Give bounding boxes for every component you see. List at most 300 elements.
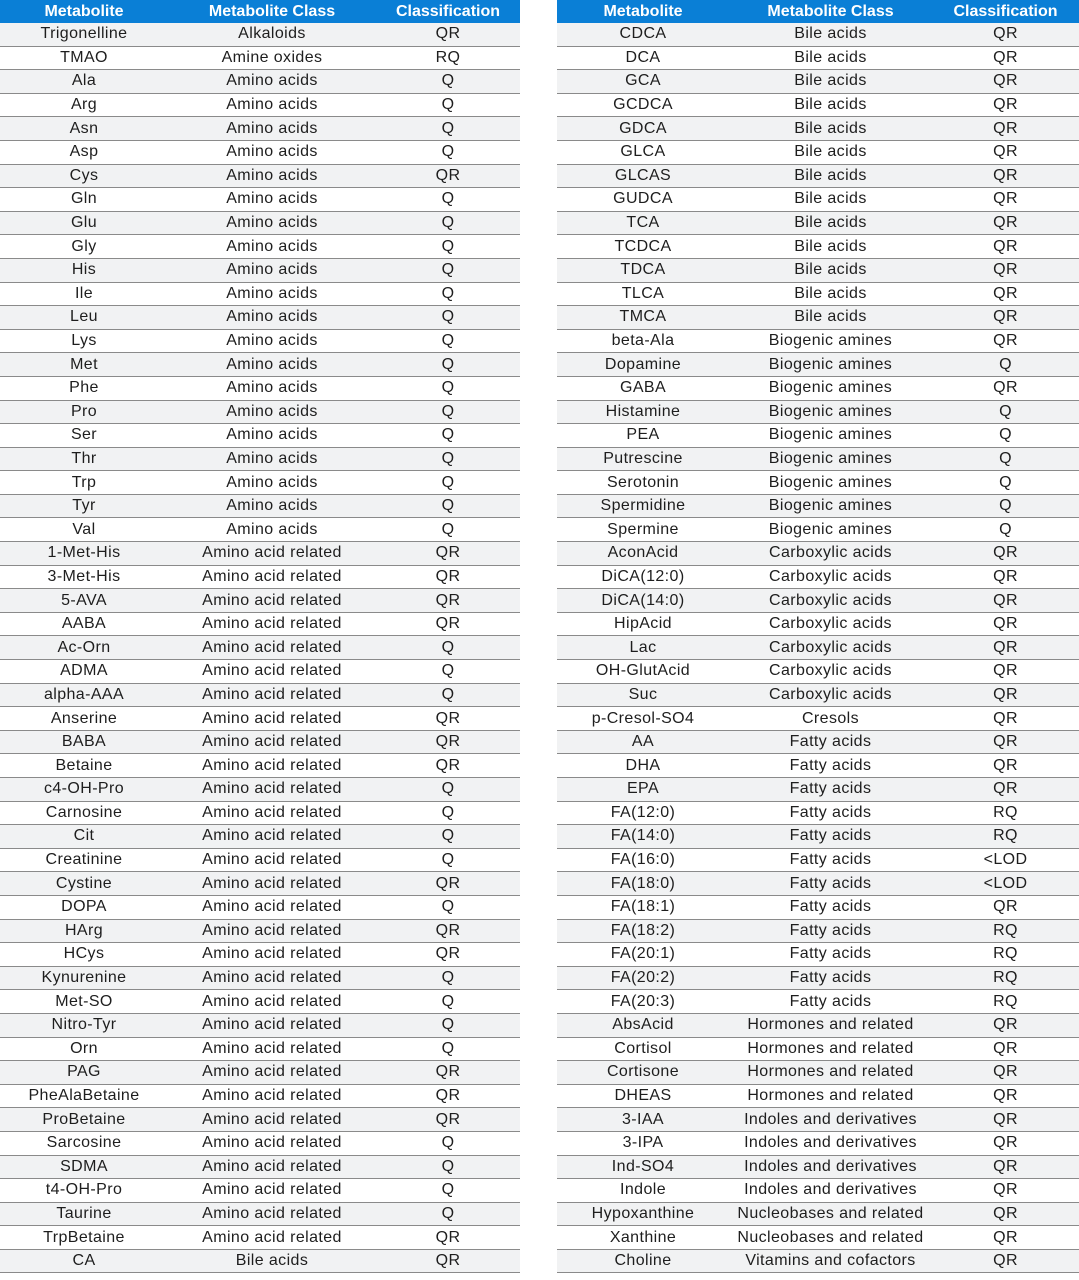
metabolite-class-cell: Bile acids	[729, 93, 932, 117]
table-row	[0, 778, 520, 802]
classification-cell: RQ	[932, 919, 1079, 943]
classification-cell: <LOD	[932, 848, 1079, 872]
classification-cell: QR	[376, 23, 520, 46]
metabolite-cell: CA	[0, 1249, 168, 1273]
metabolite-cell: 3-IPA	[557, 1131, 729, 1155]
table-row	[557, 282, 1079, 306]
table-row	[0, 895, 520, 919]
classification-cell: Q	[932, 447, 1079, 471]
metabolite-class-cell: Amino acids	[168, 306, 376, 330]
table-row	[557, 70, 1079, 94]
table-row	[0, 140, 520, 164]
classification-cell: Q	[376, 282, 520, 306]
classification-cell: Q	[376, 778, 520, 802]
metabolite-cell: TrpBetaine	[0, 1226, 168, 1250]
table-row	[557, 1202, 1079, 1226]
metabolite-cell: HCys	[0, 943, 168, 967]
metabolite-cell: DiCA(12:0)	[557, 565, 729, 589]
metabolite-cell: AbsAcid	[557, 1013, 729, 1037]
metabolite-class-cell: Amino acid related	[168, 1179, 376, 1203]
classification-cell: QR	[376, 1061, 520, 1085]
metabolite-cell: DOPA	[0, 895, 168, 919]
classification-cell: Q	[376, 258, 520, 282]
classification-cell: QR	[932, 895, 1079, 919]
classification-cell: QR	[932, 636, 1079, 660]
metabolite-table-right	[557, 0, 1079, 1273]
metabolite-cell: PEA	[557, 424, 729, 448]
classification-cell: Q	[932, 400, 1079, 424]
metabolite-cell: Xanthine	[557, 1226, 729, 1250]
table-row	[0, 1179, 520, 1203]
metabolite-class-cell: Amino acids	[168, 164, 376, 188]
metabolite-cell: Ser	[0, 424, 168, 448]
metabolite-cell: Met	[0, 353, 168, 377]
table-row	[0, 919, 520, 943]
metabolite-cell: Indole	[557, 1179, 729, 1203]
classification-cell: Q	[376, 990, 520, 1014]
metabolite-class-cell: Amino acid related	[168, 636, 376, 660]
classification-cell: QR	[932, 1013, 1079, 1037]
metabolite-class-cell: Carboxylic acids	[729, 612, 932, 636]
metabolite-cell: Phe	[0, 376, 168, 400]
metabolite-cell: DHEAS	[557, 1084, 729, 1108]
metabolite-class-cell: Fatty acids	[729, 943, 932, 967]
metabolite-class-cell: Biogenic amines	[729, 400, 932, 424]
classification-cell: QR	[376, 1108, 520, 1132]
metabolite-class-cell: Amino acid related	[168, 1013, 376, 1037]
metabolite-cell: TDCA	[557, 258, 729, 282]
metabolite-cell: Thr	[0, 447, 168, 471]
metabolite-cell: Choline	[557, 1249, 729, 1273]
classification-cell: Q	[932, 353, 1079, 377]
metabolite-class-cell: Amino acid related	[168, 990, 376, 1014]
classification-cell: QR	[932, 1226, 1079, 1250]
table-row	[557, 164, 1079, 188]
metabolite-class-cell: Alkaloids	[168, 23, 376, 46]
metabolite-class-cell: Amino acid related	[168, 1226, 376, 1250]
metabolite-class-cell: Indoles and derivatives	[729, 1155, 932, 1179]
table-row	[557, 872, 1079, 896]
table-row	[0, 117, 520, 141]
table-row	[557, 471, 1079, 495]
header-classification: Classification	[376, 0, 520, 23]
classification-cell: QR	[932, 1131, 1079, 1155]
classification-cell: RQ	[932, 801, 1079, 825]
header-classification: Classification	[932, 0, 1079, 23]
classification-cell: QR	[376, 1226, 520, 1250]
metabolite-class-cell: Amino acid related	[168, 919, 376, 943]
table-row	[0, 188, 520, 212]
classification-cell: Q	[376, 447, 520, 471]
table-row	[0, 1108, 520, 1132]
metabolite-class-cell: Bile acids	[729, 46, 932, 70]
metabolite-cell: TMAO	[0, 46, 168, 70]
table-row	[557, 23, 1079, 46]
classification-cell: Q	[376, 140, 520, 164]
metabolite-cell: GCDCA	[557, 93, 729, 117]
metabolite-cell: Nitro-Tyr	[0, 1013, 168, 1037]
classification-cell: Q	[376, 117, 520, 141]
metabolite-class-cell: Carboxylic acids	[729, 589, 932, 613]
table-row	[557, 1226, 1079, 1250]
classification-cell: QR	[376, 872, 520, 896]
metabolite-cell: beta-Ala	[557, 329, 729, 353]
classification-cell: Q	[376, 1037, 520, 1061]
table-row	[557, 1249, 1079, 1273]
table-row	[0, 424, 520, 448]
metabolite-class-cell: Amino acids	[168, 140, 376, 164]
table-row	[557, 542, 1079, 566]
table-row	[0, 848, 520, 872]
metabolite-class-cell: Nucleobases and related	[729, 1226, 932, 1250]
classification-cell: QR	[932, 778, 1079, 802]
classification-cell: RQ	[932, 990, 1079, 1014]
table-row	[0, 730, 520, 754]
classification-cell: Q	[376, 376, 520, 400]
classification-cell: QR	[932, 258, 1079, 282]
table-row	[557, 188, 1079, 212]
metabolite-class-cell: Amino acid related	[168, 754, 376, 778]
classification-cell: Q	[376, 1013, 520, 1037]
metabolite-class-cell: Amino acid related	[168, 660, 376, 684]
classification-cell: QR	[932, 306, 1079, 330]
table-row	[557, 848, 1079, 872]
classification-cell: QR	[932, 117, 1079, 141]
table-row	[557, 1084, 1079, 1108]
classification-cell: QR	[932, 1108, 1079, 1132]
table-row	[557, 754, 1079, 778]
classification-cell: Q	[932, 424, 1079, 448]
classification-cell: Q	[376, 848, 520, 872]
metabolite-cell: TMCA	[557, 306, 729, 330]
metabolite-class-cell: Biogenic amines	[729, 376, 932, 400]
metabolite-class-cell: Hormones and related	[729, 1061, 932, 1085]
classification-cell: RQ	[932, 943, 1079, 967]
metabolite-table-left	[0, 0, 520, 1273]
metabolite-class-cell: Indoles and derivatives	[729, 1131, 932, 1155]
classification-cell: QR	[376, 1084, 520, 1108]
table-row	[557, 612, 1079, 636]
metabolite-cell: FA(12:0)	[557, 801, 729, 825]
metabolite-cell: Lys	[0, 329, 168, 353]
metabolite-cell: Tyr	[0, 494, 168, 518]
metabolite-class-cell: Amino acids	[168, 93, 376, 117]
metabolite-class-cell: Biogenic amines	[729, 447, 932, 471]
classification-cell: QR	[932, 46, 1079, 70]
metabolite-cell: Serotonin	[557, 471, 729, 495]
metabolite-class-cell: Fatty acids	[729, 895, 932, 919]
table-row	[0, 1249, 520, 1273]
table-row	[557, 707, 1079, 731]
metabolite-cell: FA(20:1)	[557, 943, 729, 967]
classification-cell: QR	[932, 70, 1079, 94]
metabolite-cell: Taurine	[0, 1202, 168, 1226]
metabolite-class-cell: Biogenic amines	[729, 518, 932, 542]
metabolite-class-cell: Biogenic amines	[729, 424, 932, 448]
classification-cell: QR	[932, 589, 1079, 613]
metabolite-class-cell: Hormones and related	[729, 1013, 932, 1037]
metabolite-class-cell: Amino acid related	[168, 683, 376, 707]
metabolite-class-cell: Amino acid related	[168, 801, 376, 825]
metabolite-cell: Ile	[0, 282, 168, 306]
table-row	[0, 494, 520, 518]
metabolite-cell: ADMA	[0, 660, 168, 684]
classification-cell: QR	[932, 1061, 1079, 1085]
metabolite-class-cell: Amino acid related	[168, 848, 376, 872]
table-row	[0, 683, 520, 707]
table-row	[557, 683, 1079, 707]
metabolite-class-cell: Biogenic amines	[729, 471, 932, 495]
metabolite-class-cell: Amino acid related	[168, 612, 376, 636]
table-row	[0, 329, 520, 353]
metabolite-class-cell: Carboxylic acids	[729, 542, 932, 566]
classification-cell: Q	[376, 188, 520, 212]
metabolite-cell: Cys	[0, 164, 168, 188]
classification-cell: QR	[376, 1249, 520, 1273]
table-row	[0, 754, 520, 778]
metabolite-cell: Kynurenine	[0, 966, 168, 990]
metabolite-class-cell: Amino acid related	[168, 707, 376, 731]
metabolite-class-cell: Amino acids	[168, 117, 376, 141]
metabolite-cell: TCDCA	[557, 235, 729, 259]
table-row	[557, 353, 1079, 377]
classification-cell: QR	[932, 660, 1079, 684]
classification-cell: Q	[376, 93, 520, 117]
table-row	[557, 660, 1079, 684]
classification-cell: QR	[932, 707, 1079, 731]
table-row	[0, 471, 520, 495]
table-row	[0, 46, 520, 70]
classification-cell: RQ	[932, 966, 1079, 990]
metabolite-class-cell: Amino acid related	[168, 589, 376, 613]
table-row	[557, 258, 1079, 282]
table-row	[0, 518, 520, 542]
header-row	[0, 0, 520, 23]
metabolite-cell: Cortisone	[557, 1061, 729, 1085]
table-row	[0, 565, 520, 589]
metabolite-class-cell: Nucleobases and related	[729, 1202, 932, 1226]
metabolite-class-cell: Amino acids	[168, 329, 376, 353]
metabolite-class-cell: Bile acids	[729, 188, 932, 212]
metabolite-class-cell: Cresols	[729, 707, 932, 731]
metabolite-class-cell: Fatty acids	[729, 801, 932, 825]
metabolite-cell: His	[0, 258, 168, 282]
metabolite-class-cell: Amino acids	[168, 518, 376, 542]
table-row	[557, 919, 1079, 943]
classification-cell: Q	[376, 306, 520, 330]
classification-cell: Q	[376, 211, 520, 235]
metabolite-class-cell: Amino acids	[168, 424, 376, 448]
metabolite-cell: Pro	[0, 400, 168, 424]
metabolite-cell: 5-AVA	[0, 589, 168, 613]
metabolite-class-cell: Bile acids	[729, 164, 932, 188]
metabolite-class-cell: Amino acid related	[168, 895, 376, 919]
classification-cell: Q	[932, 518, 1079, 542]
table-row	[557, 801, 1079, 825]
table-row	[0, 1155, 520, 1179]
metabolite-cell: HArg	[0, 919, 168, 943]
metabolite-class-cell: Amino acid related	[168, 1131, 376, 1155]
metabolite-cell: SDMA	[0, 1155, 168, 1179]
metabolite-cell: TLCA	[557, 282, 729, 306]
classification-cell: Q	[376, 1202, 520, 1226]
metabolite-cell: Ind-SO4	[557, 1155, 729, 1179]
metabolite-cell: AA	[557, 730, 729, 754]
table-row	[0, 1202, 520, 1226]
metabolite-cell: GABA	[557, 376, 729, 400]
classification-cell: Q	[376, 895, 520, 919]
metabolite-class-cell: Amino acid related	[168, 778, 376, 802]
classification-cell: Q	[376, 518, 520, 542]
metabolite-cell: Gly	[0, 235, 168, 259]
metabolite-class-cell: Amino acid related	[168, 1202, 376, 1226]
classification-cell: QR	[932, 282, 1079, 306]
metabolite-cell: Hypoxanthine	[557, 1202, 729, 1226]
table-row	[0, 400, 520, 424]
table-row	[557, 93, 1079, 117]
metabolite-cell: PAG	[0, 1061, 168, 1085]
metabolite-class-cell: Fatty acids	[729, 872, 932, 896]
classification-cell: Q	[376, 636, 520, 660]
classification-cell: QR	[932, 612, 1079, 636]
metabolite-class-cell: Bile acids	[729, 23, 932, 46]
table-row	[557, 778, 1079, 802]
table-row	[557, 730, 1079, 754]
metabolite-cell: AABA	[0, 612, 168, 636]
metabolite-class-cell: Bile acids	[729, 258, 932, 282]
table-row	[557, 1037, 1079, 1061]
metabolite-class-cell: Amino acids	[168, 235, 376, 259]
metabolite-cell: PheAlaBetaine	[0, 1084, 168, 1108]
classification-cell: QR	[932, 235, 1079, 259]
metabolite-cell: DiCA(14:0)	[557, 589, 729, 613]
classification-cell: QR	[376, 612, 520, 636]
metabolite-cell: Cystine	[0, 872, 168, 896]
metabolite-class-cell: Fatty acids	[729, 919, 932, 943]
header-metabolite-class: Metabolite Class	[168, 0, 376, 23]
metabolite-class-cell: Indoles and derivatives	[729, 1179, 932, 1203]
classification-cell: QR	[376, 164, 520, 188]
metabolite-class-cell: Fatty acids	[729, 990, 932, 1014]
metabolite-class-cell: Amino acids	[168, 282, 376, 306]
classification-cell: Q	[376, 660, 520, 684]
table-row	[557, 1179, 1079, 1203]
metabolite-class-cell: Fatty acids	[729, 848, 932, 872]
metabolite-cell: 1-Met-His	[0, 542, 168, 566]
metabolite-class-cell: Carboxylic acids	[729, 683, 932, 707]
metabolite-cell: Sarcosine	[0, 1131, 168, 1155]
table-row	[557, 211, 1079, 235]
metabolite-class-cell: Amino acid related	[168, 1108, 376, 1132]
classification-cell: Q	[376, 471, 520, 495]
metabolite-cell: FA(18:1)	[557, 895, 729, 919]
metabolite-cell: FA(14:0)	[557, 825, 729, 849]
metabolite-cell: GDCA	[557, 117, 729, 141]
metabolite-class-cell: Hormones and related	[729, 1037, 932, 1061]
classification-cell: Q	[376, 424, 520, 448]
metabolite-cell: Suc	[557, 683, 729, 707]
metabolite-class-cell: Fatty acids	[729, 778, 932, 802]
classification-cell: Q	[376, 494, 520, 518]
classification-cell: QR	[932, 565, 1079, 589]
table-row	[0, 1013, 520, 1037]
header-metabolite: Metabolite	[0, 0, 168, 23]
metabolite-cell: Gln	[0, 188, 168, 212]
metabolite-class-cell: Fatty acids	[729, 730, 932, 754]
metabolite-cell: alpha-AAA	[0, 683, 168, 707]
table-row	[0, 282, 520, 306]
table-row	[557, 990, 1079, 1014]
metabolite-cell: DHA	[557, 754, 729, 778]
metabolite-class-cell: Amino acid related	[168, 966, 376, 990]
table-row	[0, 660, 520, 684]
metabolite-cell: p-Cresol-SO4	[557, 707, 729, 731]
metabolite-cell: Trp	[0, 471, 168, 495]
metabolite-class-cell: Fatty acids	[729, 966, 932, 990]
table-row	[557, 518, 1079, 542]
classification-cell: Q	[376, 683, 520, 707]
metabolite-class-cell: Amino acid related	[168, 1084, 376, 1108]
metabolite-cell: AconAcid	[557, 542, 729, 566]
table-row	[557, 636, 1079, 660]
metabolite-cell: Cit	[0, 825, 168, 849]
metabolite-class-cell: Amine oxides	[168, 46, 376, 70]
metabolite-cell: ProBetaine	[0, 1108, 168, 1132]
classification-cell: Q	[376, 801, 520, 825]
table-row	[557, 895, 1079, 919]
metabolite-class-cell: Bile acids	[729, 306, 932, 330]
table-row	[0, 1037, 520, 1061]
metabolite-class-cell: Amino acids	[168, 376, 376, 400]
classification-cell: Q	[376, 235, 520, 259]
metabolite-class-cell: Amino acid related	[168, 730, 376, 754]
table-row	[0, 353, 520, 377]
metabolite-class-cell: Bile acids	[729, 282, 932, 306]
classification-cell: QR	[932, 164, 1079, 188]
table-row	[557, 1013, 1079, 1037]
metabolite-class-cell: Amino acid related	[168, 872, 376, 896]
metabolite-cell: GLCA	[557, 140, 729, 164]
metabolite-class-cell: Bile acids	[729, 70, 932, 94]
metabolite-cell: Ala	[0, 70, 168, 94]
classification-cell: <LOD	[932, 872, 1079, 896]
metabolite-cell: Asn	[0, 117, 168, 141]
header-row	[557, 0, 1079, 23]
classification-cell: QR	[932, 140, 1079, 164]
metabolite-class-cell: Amino acid related	[168, 565, 376, 589]
classification-cell: QR	[376, 707, 520, 731]
metabolite-cell: Putrescine	[557, 447, 729, 471]
table-row	[0, 707, 520, 731]
classification-cell: QR	[376, 589, 520, 613]
metabolite-cell: Dopamine	[557, 353, 729, 377]
table-row	[0, 872, 520, 896]
table-row	[0, 258, 520, 282]
metabolite-class-cell: Amino acid related	[168, 943, 376, 967]
metabolite-class-cell: Amino acids	[168, 494, 376, 518]
classification-cell: QR	[932, 188, 1079, 212]
metabolite-cell: FA(16:0)	[557, 848, 729, 872]
classification-cell: QR	[932, 329, 1079, 353]
metabolite-cell: Creatinine	[0, 848, 168, 872]
metabolite-cell: Glu	[0, 211, 168, 235]
classification-cell: Q	[376, 1179, 520, 1203]
metabolite-cell: Anserine	[0, 707, 168, 731]
classification-cell: Q	[376, 329, 520, 353]
metabolite-class-cell: Amino acids	[168, 471, 376, 495]
table-row	[0, 612, 520, 636]
classification-cell: QR	[932, 93, 1079, 117]
